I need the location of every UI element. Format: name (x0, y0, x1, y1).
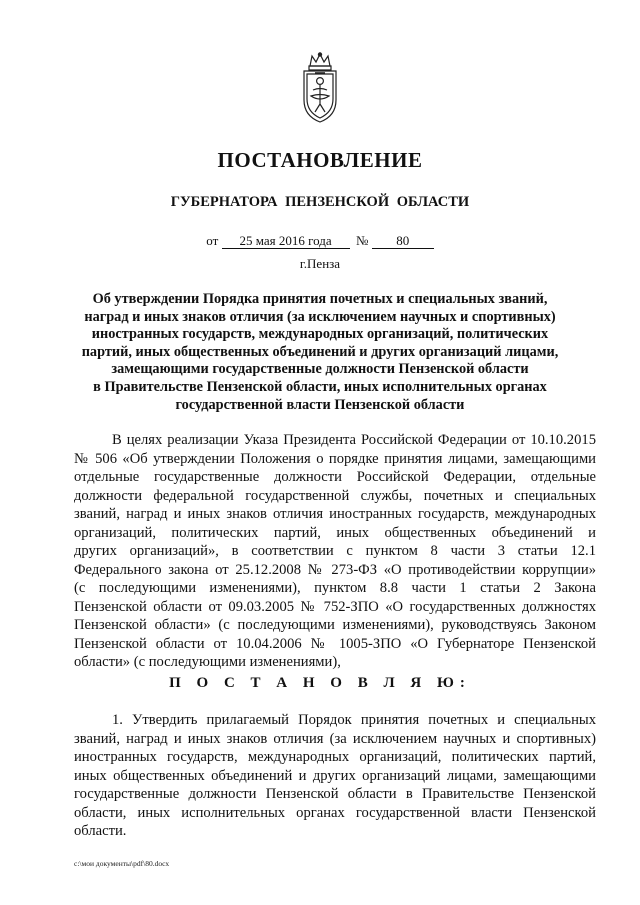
preamble-line: В целях реализации Указа Президента Российской Федерации от 10.10.2015 (112, 432, 596, 448)
document-heading (72, 291, 568, 414)
preamble-line: отдельные государственные должности Российской Федерации, отдельные (74, 469, 596, 485)
file-path-footer: c:\мои документы\pdf\80.docx (74, 859, 170, 868)
item-1-line: 1. Утвердить прилагаемый Порядок принятия почетных и специальных (112, 712, 596, 728)
preamble-line: Пензенской области от 10.04.2006 № 1005-ЗПО «О Губернаторе Пензенской (74, 635, 596, 652)
coat-of-arms-icon (296, 52, 344, 124)
decree-word: П О С Т А Н О В Л Я Ю: (169, 675, 471, 691)
item-1-line: иных общественных объединений и других организаций лицами, замещающими (74, 767, 596, 784)
preamble-line: № 506 «Об утверждении Положения о порядке принятия лицами, замещающими (74, 450, 596, 467)
heading-line: партий, иных общественных объединений и других организаций лицами, (81, 343, 559, 360)
heading-line: иностранных государств, международных организаций, политических (91, 326, 549, 343)
heading-line: Об утверждении Порядка принятия почетных и специальных званий, (92, 291, 548, 307)
preamble-line: Пензенской области от 09.03.2005 № 752-ЗПО «О государственных должностях (74, 598, 596, 615)
preamble-line: Федерального закона от 25.12.2008 № 273-ФЗ «О противодействии коррупции» (74, 561, 596, 578)
number-prefix: № (356, 233, 369, 248)
issuer-name: ГУБЕРНАТОРА ПЕНЗЕНСКОЙ ОБЛАСТИ (170, 194, 470, 210)
preamble-line: званий, наград и иных знаков отличия иностранных государств, международных (74, 506, 596, 522)
heading-line: замещающими государственные должности Пензенской области (111, 361, 529, 378)
city: г.Пенза (299, 256, 341, 271)
item-1-line: званий, наград и иных знаков отличия (за исключением научных и спортивных) (74, 730, 596, 747)
document-date: 25 мая 2016 года (222, 234, 350, 249)
heading-line: в Правительстве Пензенской области, иных исполнительных органах (93, 378, 547, 395)
item-1-line: области. (74, 823, 127, 839)
item-1-line: государственные должности Пензенской области в Правительстве Пензенской (74, 786, 596, 802)
heading-line: государственной власти Пензенской области (175, 396, 465, 413)
item-1-line: области, иных исполнительных органах государственной власти Пензенской (74, 804, 596, 821)
item-1-paragraph (74, 711, 596, 841)
date-prefix: от (206, 233, 219, 248)
preamble-line: организаций, политических партий, иных общественных объединений и (74, 524, 596, 541)
item-1-line: иностранных государств, международных организаций, политических партий, (74, 749, 596, 765)
preamble-line: других организаций», в соответствии с пунктом 8 части 3 статьи 12.1 (74, 543, 596, 559)
date-number-line (0, 233, 640, 249)
heading-line: наград и иных знаков отличия (за исключением научных и спортивных) (84, 308, 556, 325)
preamble-line: области» (с последующими изменениями), (74, 654, 341, 670)
preamble-line: должности федеральной государственной службы, почетных и специальных (74, 487, 596, 504)
preamble-paragraph (74, 431, 596, 672)
preamble-line: (с последующими изменениями), пунктом 8.8 части 1 статьи 2 Закона (74, 580, 596, 596)
document-title: ПОСТАНОВЛЕНИЕ (217, 148, 423, 172)
preamble-line: Пензенской области» (с последующими изменениями), руководствуясь Законом (74, 617, 596, 633)
document-number: 80 (372, 234, 434, 249)
